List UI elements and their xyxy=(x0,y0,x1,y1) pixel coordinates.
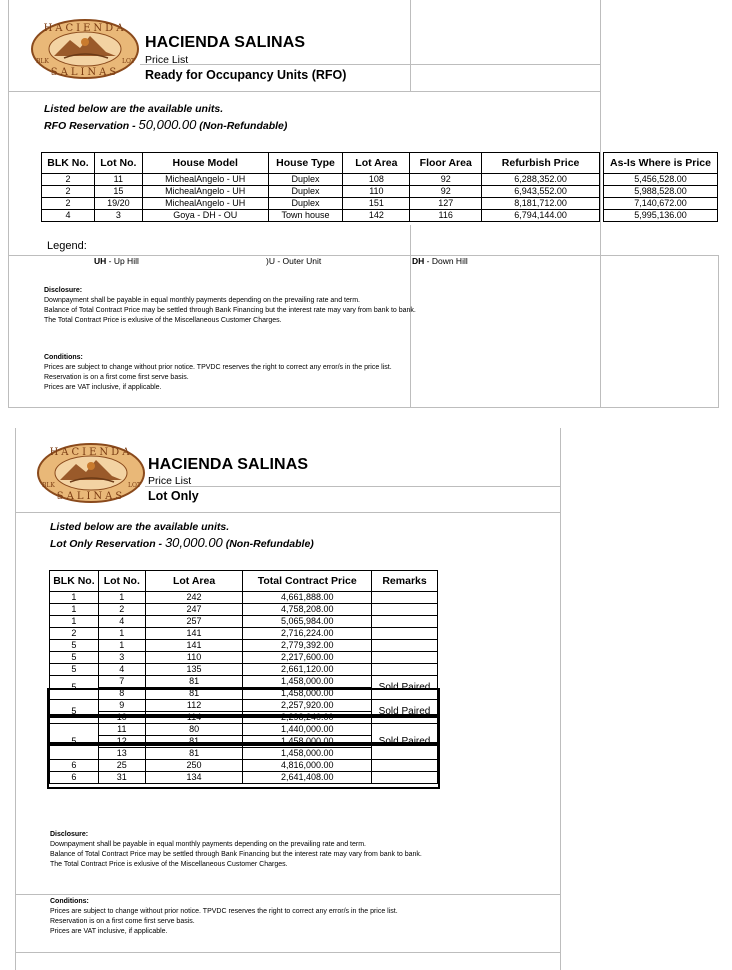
table-cell: 1 xyxy=(98,628,145,640)
table-cell: 4 xyxy=(42,210,95,222)
asis-price-cell: 5,988,528.00 xyxy=(604,186,718,198)
rfo-column-header: House Type xyxy=(268,153,343,174)
table-cell xyxy=(372,640,438,652)
legend-label: Legend: xyxy=(47,240,87,252)
blk-cell: 5 xyxy=(50,724,99,760)
table-cell: 7 xyxy=(98,676,145,688)
rfo-column-header: Lot No. xyxy=(94,153,142,174)
table-cell: 92 xyxy=(410,186,482,198)
rfo-column-header: BLK No. xyxy=(42,153,95,174)
table-row xyxy=(50,592,438,604)
table-cell: Duplex xyxy=(268,174,343,186)
table-row xyxy=(604,174,718,186)
table-cell: 2,661,120.00 xyxy=(243,664,372,676)
lot-column-header: Lot Area xyxy=(145,571,243,592)
lot-heading: Lot Only xyxy=(148,489,199,503)
table-cell: 1 xyxy=(50,592,99,604)
table-cell: 6,794,144.00 xyxy=(482,210,600,222)
asis-header: As-Is Where is Price xyxy=(604,153,718,174)
asis-price-cell: 5,456,528.00 xyxy=(604,174,718,186)
legend-ou: )U - Outer Unit xyxy=(266,256,322,266)
table-cell: 10 xyxy=(98,712,145,724)
table-cell: 2,257,920.00 xyxy=(243,700,372,712)
table-row xyxy=(50,664,438,676)
hacienda-salinas-logo xyxy=(30,18,140,80)
table-cell: 2,217,600.00 xyxy=(243,652,372,664)
table-cell: MichealAngelo - UH xyxy=(142,186,268,198)
table-row xyxy=(50,604,438,616)
table-cell: 13 xyxy=(98,748,145,760)
table-cell xyxy=(372,664,438,676)
table-cell xyxy=(372,628,438,640)
table-cell: 135 xyxy=(145,664,243,676)
table-cell: 1,458,000.00 xyxy=(243,736,372,748)
rfo-column-header: Refurbish Price xyxy=(482,153,600,174)
table-cell xyxy=(372,652,438,664)
asis-price-cell: 7,140,672.00 xyxy=(604,198,718,210)
rfo-title: HACIENDA SALINAS xyxy=(145,34,306,51)
table-cell: 2 xyxy=(42,186,95,198)
rfo-disclosure: Disclosure: Downpayment shall be payable in equal monthly payments depending on the prevailing rate and term. Balance of Total Contract Price may be settled through Bank Financing but the interest rate may vary from bank to bank. The Total Contract Price is exlusive of the Miscellaneous Customer Charges. xyxy=(44,287,416,324)
table-cell: 2,779,392.00 xyxy=(243,640,372,652)
table-cell: 5 xyxy=(50,640,99,652)
table-row xyxy=(42,198,600,210)
table-cell: 4,758,208.00 xyxy=(243,604,372,616)
table-cell: MichealAngelo - UH xyxy=(142,174,268,186)
table-row xyxy=(42,210,600,222)
asis-price-table xyxy=(603,152,718,222)
table-cell: 3 xyxy=(94,210,142,222)
table-cell: 242 xyxy=(145,592,243,604)
table-cell: 1 xyxy=(50,604,99,616)
table-cell: 2 xyxy=(42,198,95,210)
rfo-conditions: Conditions: Prices are subject to change without prior notice. TPVDC reserves the right to correct any error/s in the price list. Reservation is on a first come first serve basis. Prices are VAT inclusive, if applicable. xyxy=(44,354,392,391)
table-cell: 92 xyxy=(410,174,482,186)
svg-text:SALINAS: SALINAS xyxy=(56,491,126,502)
table-cell: 114 xyxy=(145,712,243,724)
table-row xyxy=(50,640,438,652)
table-cell: 81 xyxy=(145,748,243,760)
table-cell: 110 xyxy=(343,186,410,198)
table-cell: 5 xyxy=(50,652,99,664)
table-row xyxy=(604,198,718,210)
table-cell: 4,816,000.00 xyxy=(243,760,372,772)
legend-dh: DH - Down Hill xyxy=(412,256,468,266)
table-cell: Town house xyxy=(268,210,343,222)
rfo-subtitle: Price List xyxy=(145,54,189,66)
svg-text:HACIENDA: HACIENDA xyxy=(49,447,133,458)
table-cell: 1,458,000.00 xyxy=(243,676,372,688)
table-cell: 6,288,352.00 xyxy=(482,174,600,186)
table-row xyxy=(50,652,438,664)
remarks-cell: Sold Paired xyxy=(372,724,438,760)
svg-text:BLK: BLK xyxy=(36,58,49,65)
table-cell: 81 xyxy=(145,688,243,700)
rfo-heading: Ready for Occupancy Units (RFO) xyxy=(145,68,347,82)
asis-price-cell: 5,995,136.00 xyxy=(604,210,718,222)
lot-column-header: Total Contract Price xyxy=(243,571,372,592)
table-cell: 19/20 xyxy=(94,198,142,210)
table-cell: 5,065,984.00 xyxy=(243,616,372,628)
table-cell: 12 xyxy=(98,736,145,748)
rfo-price-table xyxy=(41,152,600,222)
paired-row xyxy=(50,676,438,688)
table-cell: 1 xyxy=(98,592,145,604)
table-cell: 108 xyxy=(343,174,410,186)
lot-column-header: Lot No. xyxy=(98,571,145,592)
table-cell: 1,458,000.00 xyxy=(243,688,372,700)
table-cell: 1 xyxy=(50,616,99,628)
table-cell: 80 xyxy=(145,724,243,736)
table-cell: 8 xyxy=(98,688,145,700)
table-cell: 2,716,224.00 xyxy=(243,628,372,640)
table-row xyxy=(42,174,600,186)
svg-text:LOT: LOT xyxy=(128,482,141,489)
table-cell: 2 xyxy=(50,628,99,640)
table-cell: 127 xyxy=(410,198,482,210)
svg-text:BLK: BLK xyxy=(42,482,55,489)
table-cell: MichealAngelo - UH xyxy=(142,198,268,210)
svg-text:LOT: LOT xyxy=(122,58,135,65)
remarks-cell: Sold Paired xyxy=(372,700,438,724)
table-cell: 4 xyxy=(98,616,145,628)
table-cell: 15 xyxy=(94,186,142,198)
rfo-column-header: Lot Area xyxy=(343,153,410,174)
table-cell: 81 xyxy=(145,736,243,748)
blk-cell: 5 xyxy=(50,700,99,724)
table-row xyxy=(604,186,718,198)
table-cell: 112 xyxy=(145,700,243,712)
table-cell: 110 xyxy=(145,652,243,664)
svg-text:SALINAS: SALINAS xyxy=(50,67,120,78)
remarks-cell: Sold Paired xyxy=(372,676,438,700)
table-cell: Goya - DH - OU xyxy=(142,210,268,222)
lot-title: HACIENDA SALINAS xyxy=(148,456,309,473)
table-cell: 116 xyxy=(410,210,482,222)
table-row xyxy=(42,186,600,198)
table-cell: 247 xyxy=(145,604,243,616)
table-cell: 11 xyxy=(94,174,142,186)
table-cell: 8,181,712.00 xyxy=(482,198,600,210)
table-cell: 4,661,888.00 xyxy=(243,592,372,604)
table-cell: 81 xyxy=(145,676,243,688)
lot-subtitle: Price List xyxy=(148,475,192,487)
table-cell: 1 xyxy=(98,640,145,652)
table-cell: 142 xyxy=(343,210,410,222)
table-cell: 4 xyxy=(98,664,145,676)
rfo-column-header: Floor Area xyxy=(410,153,482,174)
rfo-reservation: RFO Reservation - 50,000.00 (Non-Refundable) xyxy=(44,117,288,132)
lot-conditions: Conditions: Prices are subject to change without prior notice. TPVDC reserves the right to correct any error/s in the price list. Reservation is on a first come first serve basis. Prices are VAT inclusive, if applicable. xyxy=(50,898,398,935)
hacienda-salinas-logo-2 xyxy=(36,442,146,504)
table-cell xyxy=(372,604,438,616)
table-cell: 2,641,408.00 xyxy=(243,772,372,784)
table-cell: 6 xyxy=(50,772,99,784)
table-cell: 5 xyxy=(50,664,99,676)
table-cell: Duplex xyxy=(268,198,343,210)
table-cell: 9 xyxy=(98,700,145,712)
table-cell: 2 xyxy=(42,174,95,186)
lot-reservation: Lot Only Reservation - 30,000.00 (Non-Refundable) xyxy=(50,535,314,550)
table-cell: 141 xyxy=(145,628,243,640)
lot-intro: Listed below are the available units. xyxy=(50,521,230,533)
table-row xyxy=(50,616,438,628)
table-cell: 141 xyxy=(145,640,243,652)
table-cell: 2,298,240.00 xyxy=(243,712,372,724)
table-cell: 6 xyxy=(50,760,99,772)
lot-column-header: Remarks xyxy=(372,571,438,592)
table-row xyxy=(604,210,718,222)
rfo-column-header: House Model xyxy=(142,153,268,174)
paired-group-box-2 xyxy=(47,716,440,744)
table-cell: 11 xyxy=(98,724,145,736)
lot-disclosure: Disclosure: Downpayment shall be payable in equal monthly payments depending on the prevailing rate and term. Balance of Total Contract Price may be settled through Bank Financing but the interest rate may vary from bank to bank. The Total Contract Price is exlusive of the Miscellaneous Customer Charges. xyxy=(50,831,422,868)
table-cell: 151 xyxy=(343,198,410,210)
table-cell: 1,440,000.00 xyxy=(243,724,372,736)
table-cell xyxy=(372,616,438,628)
paired-group-box-3 xyxy=(47,744,440,789)
table-cell: Duplex xyxy=(268,186,343,198)
table-cell: 31 xyxy=(98,772,145,784)
table-cell: 2 xyxy=(98,604,145,616)
rfo-intro: Listed below are the available units. xyxy=(44,103,224,115)
table-cell: 3 xyxy=(98,652,145,664)
table-row xyxy=(50,628,438,640)
table-cell: 25 xyxy=(98,760,145,772)
table-cell xyxy=(372,592,438,604)
table-cell: 250 xyxy=(145,760,243,772)
svg-text:HACIENDA: HACIENDA xyxy=(43,23,127,34)
lot-column-header: BLK No. xyxy=(50,571,99,592)
table-cell: 6,943,552.00 xyxy=(482,186,600,198)
paired-group-box-1 xyxy=(47,688,440,716)
table-cell: 134 xyxy=(145,772,243,784)
table-cell: 257 xyxy=(145,616,243,628)
blk-cell: 5 xyxy=(50,676,99,700)
legend-uh: UH - Up Hill xyxy=(94,256,139,266)
table-cell: 1,458,000.00 xyxy=(243,748,372,760)
